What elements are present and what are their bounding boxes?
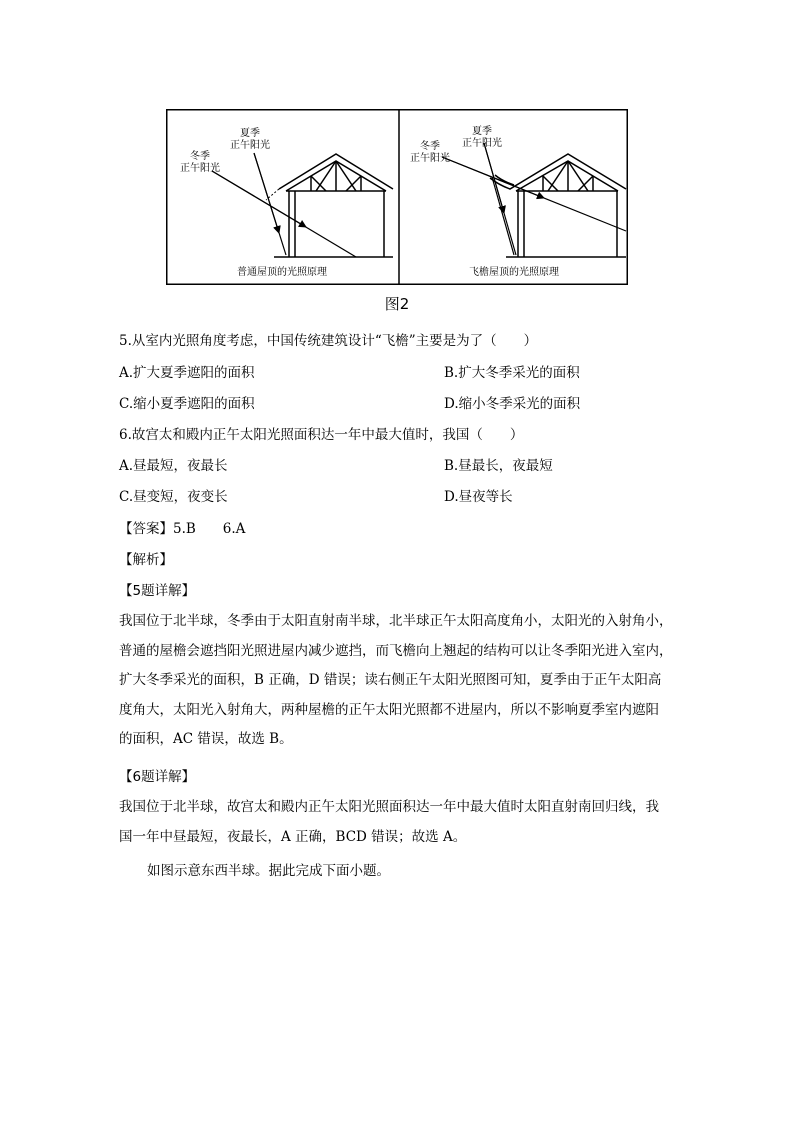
q6-option-d: D.昼夜等长	[444, 489, 513, 505]
answer-line	[119, 520, 245, 538]
right-summer-ray-arrow	[484, 143, 504, 213]
right-summer-label-1: 夏季	[472, 126, 492, 137]
left-summer-ray-arrow	[254, 153, 279, 233]
roof-lighting-diagram	[166, 109, 628, 285]
q5-option-d: D.缩小冬季采光的面积	[444, 396, 581, 412]
q5-option-b: B.扩大冬季采光的面积	[444, 365, 580, 381]
figure-title: 图2	[384, 295, 410, 313]
detail6-line-1: 我国位于北半球，故宫太和殿内正午太阳光照面积达一年中最大值时太阳直射南回归线，我	[119, 799, 659, 815]
detail6-line-2: 国一年中昼最短，夜最长，A 正确，BCD 错误；故选 A。	[119, 828, 467, 845]
left-panel-house	[274, 154, 393, 257]
left-winter-label-2: 正午阳光	[180, 163, 220, 174]
left-panel-caption: 普通屋顶的光照原理	[237, 267, 327, 278]
q6-stem: 6.故宫太和殿内正午太阳光照面积达一年中最大值时，我国（ ）	[119, 427, 524, 443]
q6-option-c: C.昼变短，夜变长	[119, 489, 228, 505]
detail5-line-1: 我国位于北半球，冬季由于太阳直射南半球，北半球正午太阳高度角小，太阳光的入射角小，	[119, 613, 673, 629]
detail6-tag: 【6题详解】	[119, 769, 196, 785]
right-winter-label-2: 正午阳光	[410, 153, 450, 164]
detail6-paragraph	[119, 793, 677, 852]
q6-option-b: B.昼最长，夜最短	[444, 458, 553, 474]
left-winter-label-1: 冬季	[190, 151, 210, 162]
q6-option-a: A.昼最短，夜最长	[119, 458, 228, 474]
left-winter-ray-arrow	[212, 171, 306, 227]
answer-text: 5.B 6.A	[173, 521, 246, 537]
left-summer-label-1: 夏季	[240, 128, 260, 139]
left-summer-label-2: 正午阳光	[230, 140, 270, 151]
q5-stem: 5.从室内光照角度考虑，中国传统建筑设计“飞檐”主要是为了（ ）	[119, 333, 538, 349]
detail5-line-3: 扩大冬季采光的面积，B 正确，D 错误；读右侧正午太阳光照图可知，夏季由于正午太阳高	[119, 672, 662, 689]
figure-roof-lighting	[166, 109, 628, 285]
answer-tag: 【答案】	[119, 521, 173, 537]
right-summer-label-2: 正午阳光	[462, 138, 502, 149]
detail5-tag: 【5题详解】	[119, 583, 196, 599]
analysis-tag: 【解析】	[119, 552, 173, 568]
q5-option-c: C.缩小夏季遮阳的面积	[119, 396, 255, 412]
detail5-paragraph	[119, 607, 677, 755]
next-question-intro: 如图示意东西半球。据此完成下面小题。	[147, 863, 390, 879]
detail5-line-5: 的面积，AC 错误，故选 B。	[119, 731, 293, 748]
right-panel-caption: 飞檐屋顶的光照原理	[469, 267, 559, 278]
q5-option-a: A.扩大夏季遮阳的面积	[119, 365, 255, 381]
figure-frame	[167, 110, 628, 285]
detail5-line-4: 度角大，太阳光入射角大，两种屋檐的正午太阳光照都不进屋内，所以不影响夏季室内遮阳	[119, 701, 659, 718]
right-winter-label-1: 冬季	[420, 141, 440, 152]
detail5-line-2: 普通的屋檐会遮挡阳光照进屋内减少遮挡，而飞檐向上翘起的结构可以让冬季阳光进入室内，	[119, 642, 673, 659]
